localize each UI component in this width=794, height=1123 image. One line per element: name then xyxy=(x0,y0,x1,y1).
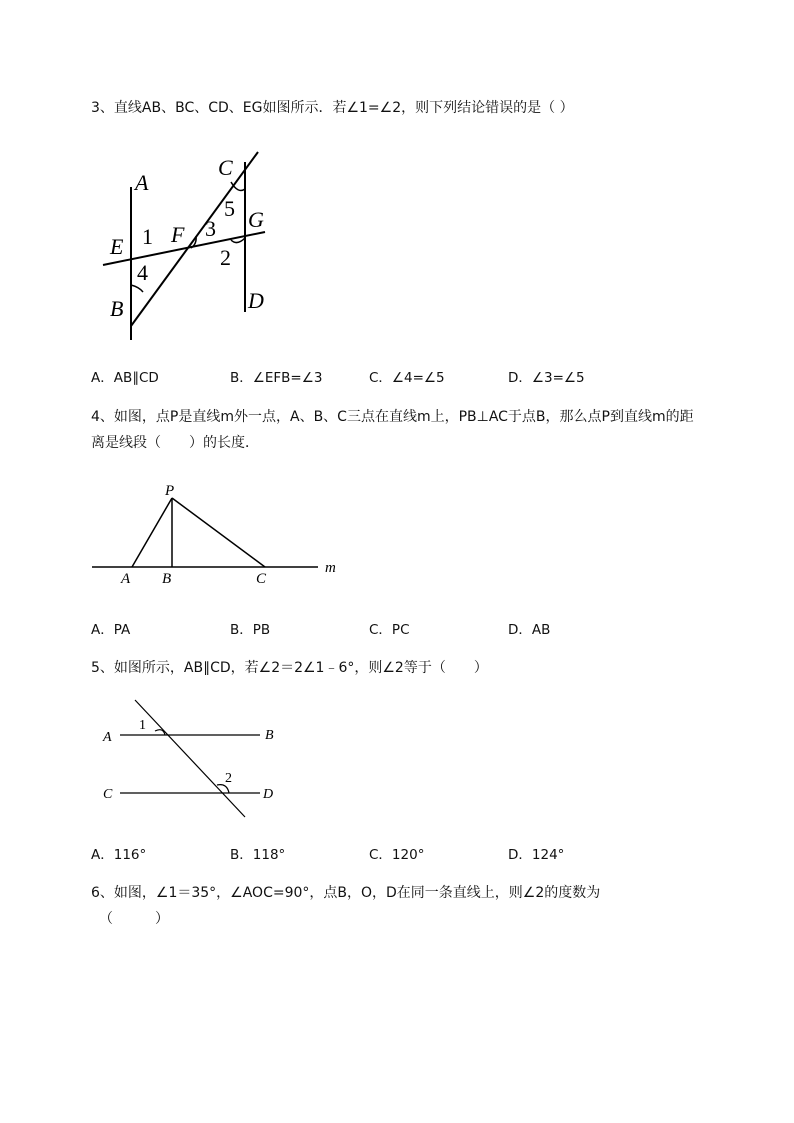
question-6-stem-line2: （ ） xyxy=(99,911,169,927)
label-c: C xyxy=(103,787,113,802)
q3-option-a[interactable]: A．AB∥CD xyxy=(91,370,159,386)
q5-option-b[interactable]: B．118° xyxy=(230,847,286,863)
question-6-stem xyxy=(91,880,731,932)
q3-option-d[interactable]: D．∠3=∠5 xyxy=(508,370,585,386)
label-d: D xyxy=(263,787,274,802)
q3-option-c[interactable]: C．∠4=∠5 xyxy=(369,370,445,386)
angle-5-arc xyxy=(231,182,245,190)
label-b: B xyxy=(265,728,274,743)
transversal xyxy=(135,700,245,817)
question-6-stem-line1: 6、如图，∠1＝35°，∠AOC=90°，点B，O，D在同一条直线上，则∠2的度数为 xyxy=(91,885,601,901)
label-a: A xyxy=(135,170,149,195)
question-5-stem: 5、如图所示，AB∥CD，若∠2＝2∠1﹣6°，则∠2等于（ ） xyxy=(91,660,488,676)
segment-pa xyxy=(132,498,172,567)
question-4-options xyxy=(91,618,731,638)
label-b: B xyxy=(162,571,172,587)
label-g: G xyxy=(248,207,264,232)
label-2: 2 xyxy=(225,771,232,786)
label-m: m xyxy=(325,560,336,576)
label-e: E xyxy=(110,234,124,259)
question-4-stem-line1: 4、如图，点P是直线m外一点，A、B、C三点在直线m上，PB⊥AC于点B，那么点P到直线m的距 xyxy=(91,409,694,425)
label-c: C xyxy=(256,571,267,587)
label-f: F xyxy=(171,222,185,247)
question-4-stem-line2: 离是线段（ ）的长度． xyxy=(91,435,259,451)
segment-pc xyxy=(172,498,265,567)
label-a: A xyxy=(121,571,131,587)
label-p: P xyxy=(165,483,175,499)
question-4-stem xyxy=(91,404,741,456)
label-5: 5 xyxy=(224,196,235,221)
label-4: 4 xyxy=(137,260,148,285)
label-1: 1 xyxy=(139,718,146,733)
q4-option-d[interactable]: D．AB xyxy=(508,622,551,638)
label-1: 1 xyxy=(142,224,153,249)
label-b: B xyxy=(110,296,124,321)
question-3-figure xyxy=(95,140,285,350)
question-5-figure xyxy=(95,695,295,825)
question-5-options xyxy=(91,843,731,863)
q5-option-c[interactable]: C．120° xyxy=(369,847,425,863)
question-3-options xyxy=(91,366,731,386)
question-4-figure xyxy=(90,478,350,588)
label-2: 2 xyxy=(220,245,231,270)
q5-option-d[interactable]: D．124° xyxy=(508,847,565,863)
label-3: 3 xyxy=(205,216,216,241)
question-3-stem: 3、直线AB、BC、CD、EG如图所示．若∠1=∠2，则下列结论错误的是（ ） xyxy=(91,100,574,116)
q4-option-c[interactable]: C．PC xyxy=(369,622,410,638)
angle-4-arc xyxy=(131,285,143,292)
label-c: C xyxy=(218,155,233,180)
label-d: D xyxy=(248,288,264,313)
label-a: A xyxy=(103,730,112,745)
q4-option-a[interactable]: A．PA xyxy=(91,622,131,638)
q5-option-a[interactable]: A．116° xyxy=(91,847,147,863)
q4-option-b[interactable]: B．PB xyxy=(230,622,271,638)
q3-option-b[interactable]: B．∠EFB=∠3 xyxy=(230,370,323,386)
